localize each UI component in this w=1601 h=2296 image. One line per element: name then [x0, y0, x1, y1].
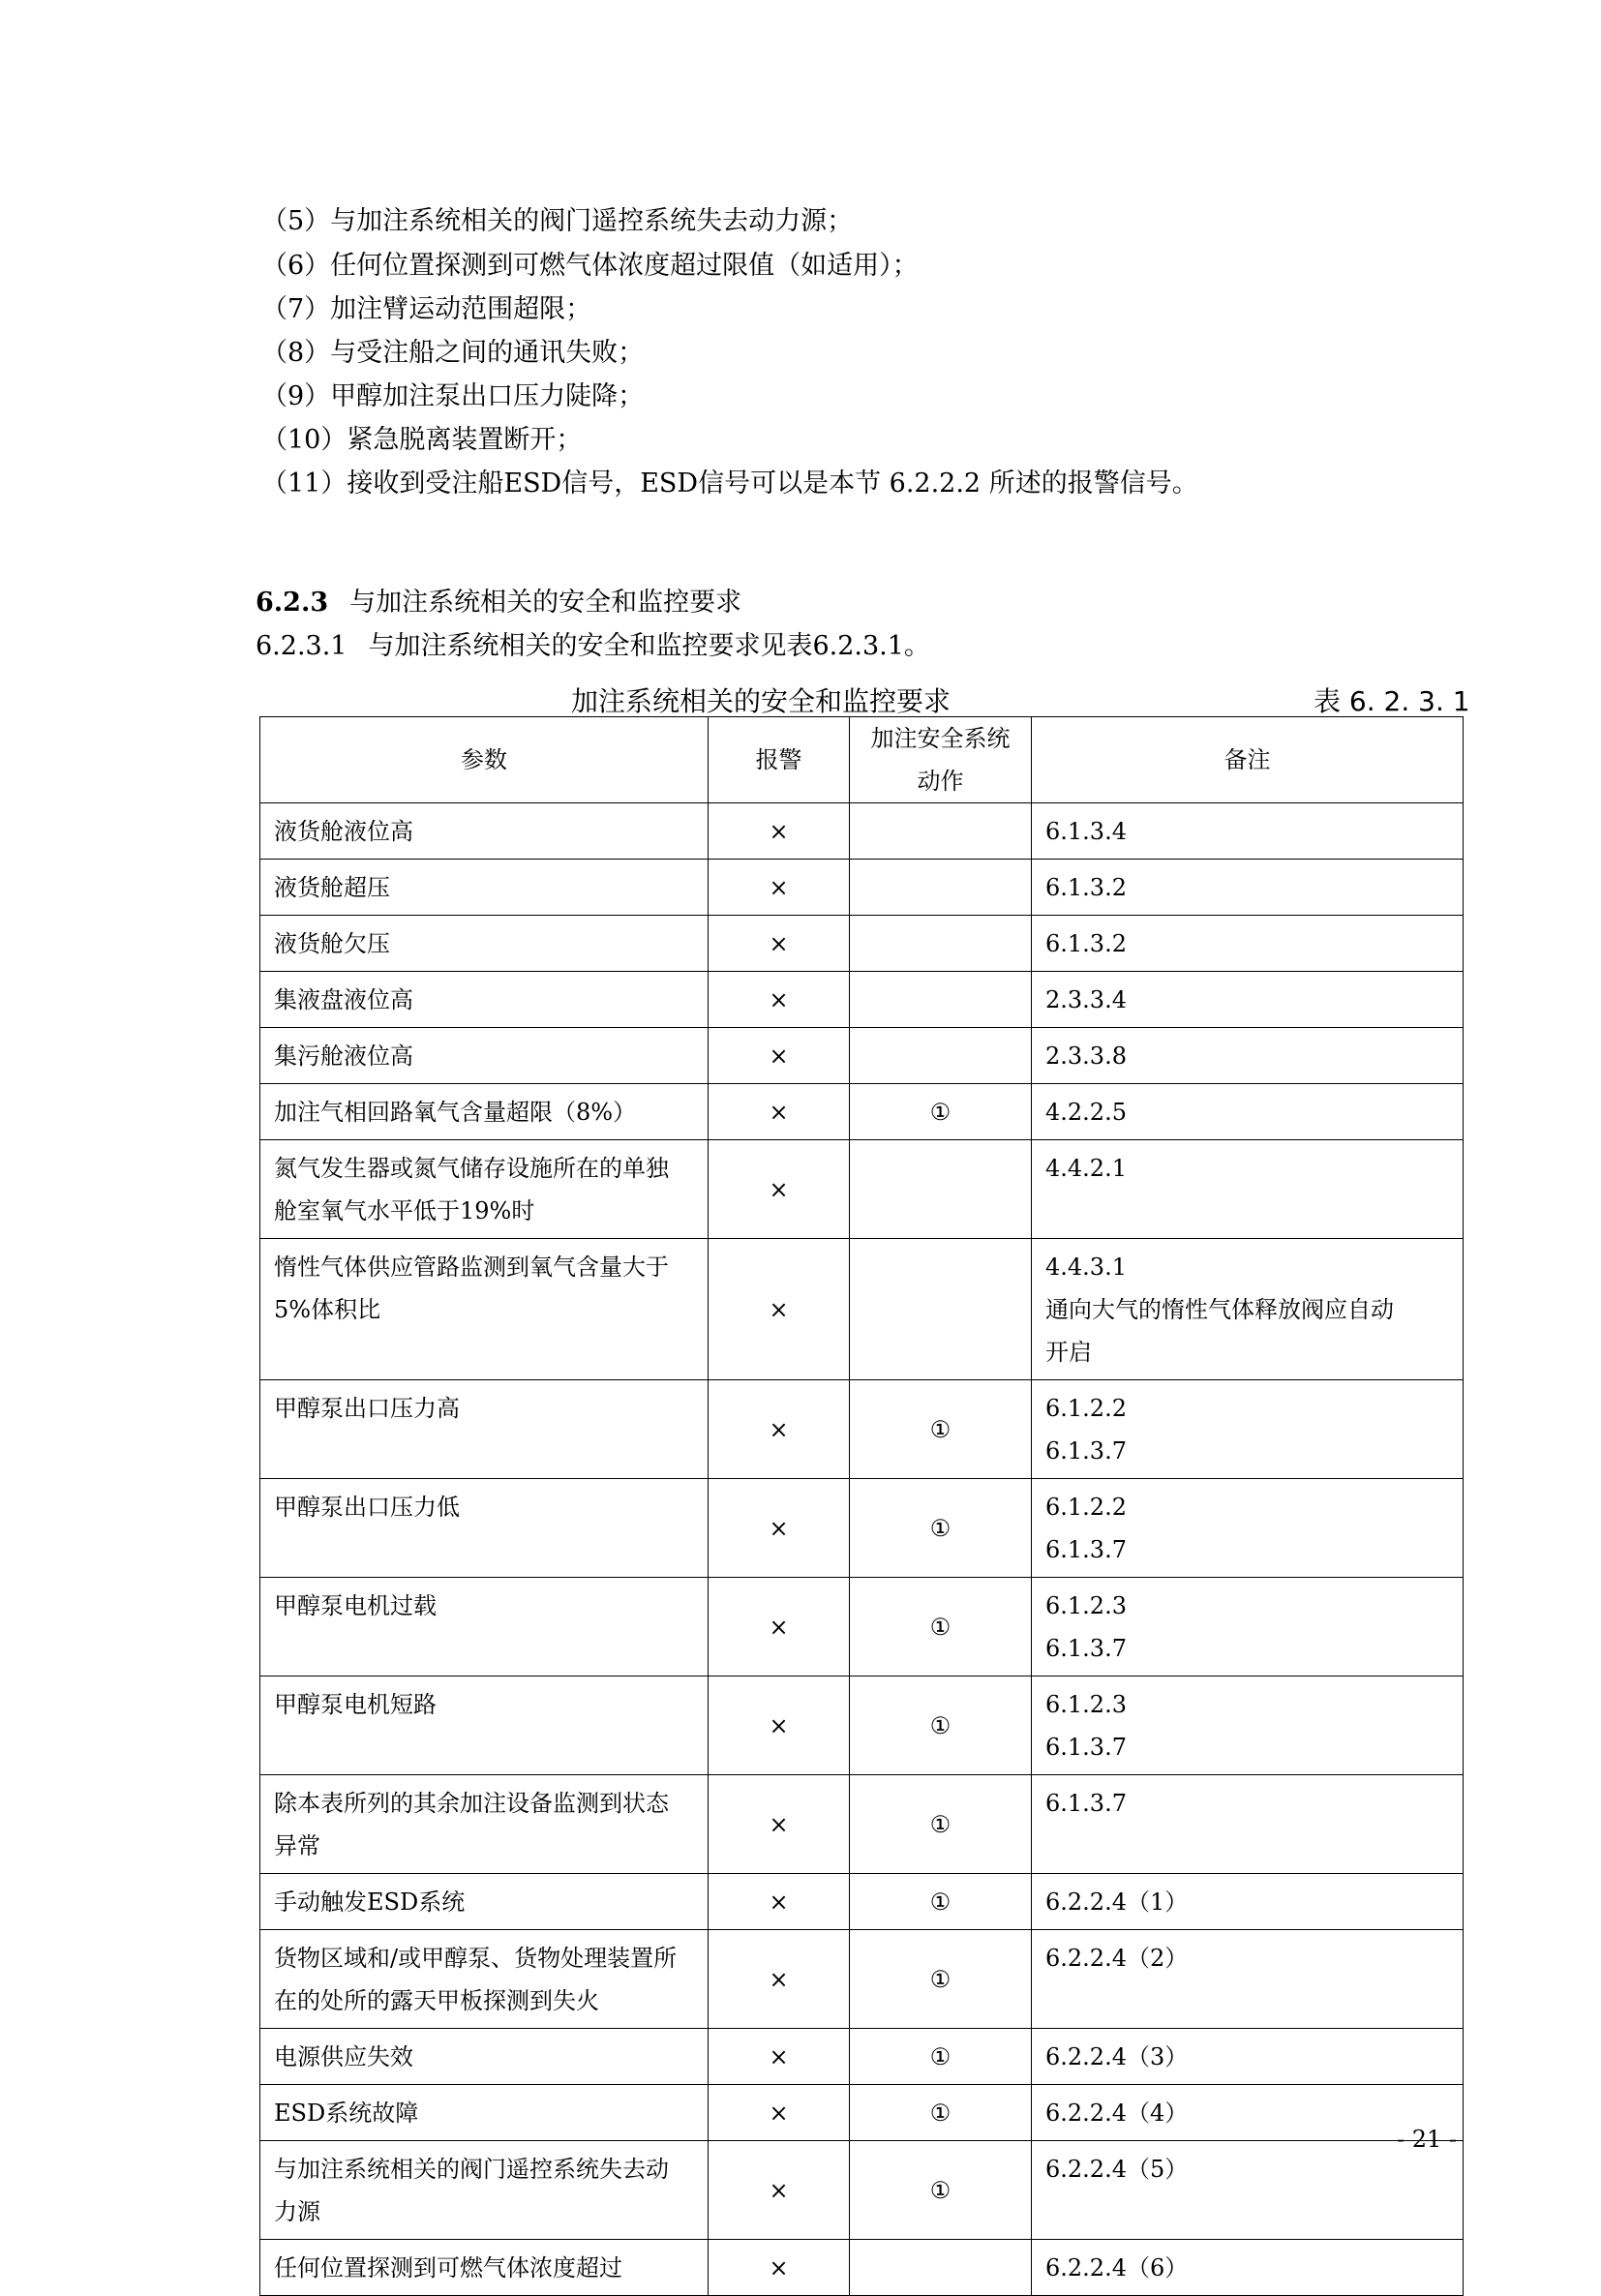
header-action-line: 加注安全系统 [870, 725, 1011, 752]
section-title: 与加注系统相关的安全和监控要求 [349, 588, 742, 618]
note-cell [1032, 1479, 1464, 1578]
param-line: 5%体积比 [274, 1296, 381, 1323]
note-line: 6.2.2.4（6） [1045, 2254, 1189, 2281]
note-line: 6.2.2.4（4） [1045, 2100, 1189, 2127]
alarm-cell: × [709, 1677, 850, 1775]
param-line: 舱室氧气水平低于19%时 [274, 1197, 535, 1224]
list-item: （11）接收到受注船ESD信号，ESD信号可以是本节 6.2.2.2 所述的报警信号。 [261, 468, 1198, 498]
alarm-cell: × [709, 1874, 850, 1930]
note-line: 6.1.3.7 [1045, 1734, 1127, 1761]
param-cell [260, 2085, 709, 2141]
alarm-cell: × [709, 1578, 850, 1677]
header-alarm: 报警 [709, 717, 850, 803]
note-line: 6.1.3.2 [1045, 874, 1127, 901]
param-cell [260, 2240, 709, 2296]
note-line: 6.2.2.4（2） [1045, 1945, 1189, 1972]
section-number: 6.2.3 [256, 588, 329, 618]
note-cell [1032, 803, 1464, 860]
note-cell [1032, 2141, 1464, 2240]
list-item: （8）与受注船之间的通讯失败； [261, 338, 645, 368]
action-cell: ① [850, 2085, 1032, 2141]
note-line: 4.2.2.5 [1045, 1099, 1127, 1126]
header-action-line: 动作 [917, 768, 964, 795]
note-line: 4.4.2.1 [1045, 1155, 1127, 1182]
alarm-cell: × [709, 2141, 850, 2240]
alarm-cell: × [709, 2240, 850, 2296]
table-row [260, 1930, 1464, 2029]
table-row [260, 1380, 1464, 1479]
header-action [850, 717, 1032, 803]
param-line: 力源 [274, 2198, 320, 2225]
table-row [260, 1084, 1464, 1140]
action-cell [850, 1140, 1032, 1239]
list-item: （5）与加注系统相关的阀门遥控系统失去动力源； [261, 206, 854, 236]
table-row [260, 1028, 1464, 1084]
note-line: 开启 [1045, 1339, 1092, 1366]
note-cell [1032, 1930, 1464, 2029]
table-row [260, 972, 1464, 1028]
param-line: 集污舱液位高 [274, 1042, 413, 1070]
note-line: 2.3.3.4 [1045, 986, 1127, 1013]
table-row [260, 1140, 1464, 1239]
list-item: （9）甲醇加注泵出口压力陡降； [261, 381, 645, 411]
action-cell: ① [850, 2141, 1032, 2240]
table-row [260, 1874, 1464, 1930]
header-param: 参数 [260, 717, 709, 803]
param-cell [260, 1930, 709, 2029]
note-line: 6.1.3.7 [1045, 1437, 1127, 1465]
param-line: 任何位置探测到可燃气体浓度超过 [274, 2254, 622, 2281]
note-line: 6.1.3.7 [1045, 1536, 1127, 1563]
param-line: 手动触发ESD系统 [274, 1888, 466, 1916]
note-line: 6.1.2.2 [1045, 1494, 1127, 1521]
alarm-cell: × [709, 1239, 850, 1380]
page-number: - 21 - [1397, 2126, 1458, 2153]
note-line: 6.1.3.4 [1045, 818, 1127, 845]
param-cell [260, 1239, 709, 1380]
note-cell [1032, 1380, 1464, 1479]
note-line: 6.1.2.2 [1045, 1395, 1127, 1422]
param-line: 液货舱欠压 [274, 930, 390, 957]
param-line: 甲醇泵出口压力高 [274, 1395, 460, 1422]
note-line: 6.2.2.4（3） [1045, 2043, 1189, 2070]
table-row [260, 2029, 1464, 2085]
param-cell [260, 803, 709, 860]
action-cell: ① [850, 1775, 1032, 1874]
alarm-cell: × [709, 1028, 850, 1084]
param-cell [260, 1677, 709, 1775]
note-cell [1032, 1239, 1464, 1380]
param-cell [260, 2029, 709, 2085]
list-item: （6）任何位置探测到可燃气体浓度超过限值（如适用）； [261, 251, 919, 281]
subsection-paragraph [256, 624, 930, 662]
action-cell [850, 916, 1032, 972]
action-cell: ① [850, 1677, 1032, 1775]
note-line: 通向大气的惰性气体释放阀应自动 [1045, 1296, 1394, 1323]
param-line: 电源供应失效 [274, 2043, 413, 2070]
table-row [260, 2141, 1464, 2240]
action-cell: ① [850, 1578, 1032, 1677]
note-line: 2.3.3.8 [1045, 1042, 1127, 1070]
table-row [260, 1479, 1464, 1578]
table-header-row [260, 717, 1464, 803]
action-cell: ① [850, 1874, 1032, 1930]
action-cell [850, 972, 1032, 1028]
note-line: 4.4.3.1 [1045, 1254, 1127, 1281]
param-line: 甲醇泵出口压力低 [274, 1494, 460, 1521]
alarm-cell: × [709, 916, 850, 972]
param-cell [260, 860, 709, 916]
param-cell [260, 972, 709, 1028]
note-cell [1032, 1140, 1464, 1239]
param-cell [260, 1380, 709, 1479]
alarm-cell: × [709, 1930, 850, 2029]
section-heading [256, 581, 741, 619]
param-cell [260, 916, 709, 972]
table-caption: 加注系统相关的安全和监控要求 [571, 685, 952, 717]
alarm-cell: × [709, 860, 850, 916]
param-cell [260, 2141, 709, 2240]
note-line: 6.1.3.7 [1045, 1790, 1127, 1817]
param-line: 在的处所的露天甲板探测到失火 [274, 1987, 599, 2014]
param-cell [260, 1084, 709, 1140]
table-row [260, 2085, 1464, 2141]
alarm-cell: × [709, 1775, 850, 1874]
action-cell: ① [850, 1479, 1032, 1578]
param-line: 异常 [274, 1832, 320, 1859]
table-row [260, 1578, 1464, 1677]
note-cell [1032, 1084, 1464, 1140]
param-line: ESD系统故障 [274, 2100, 419, 2127]
action-cell: ① [850, 1380, 1032, 1479]
note-line: 6.1.3.7 [1045, 1635, 1127, 1662]
requirements-table [259, 716, 1464, 2296]
header-note: 备注 [1032, 717, 1464, 803]
note-line: 6.1.2.3 [1045, 1691, 1127, 1718]
action-cell: ① [850, 1930, 1032, 2029]
note-line: 6.2.2.4（1） [1045, 1888, 1189, 1916]
action-cell [850, 1239, 1032, 1380]
table-row [260, 860, 1464, 916]
table-row [260, 803, 1464, 860]
subsection-text: 与加注系统相关的安全和监控要求见表6.2.3.1。 [368, 631, 930, 661]
param-cell [260, 1028, 709, 1084]
note-line: 6.2.2.4（5） [1045, 2156, 1189, 2183]
alarm-cell: × [709, 2085, 850, 2141]
param-cell [260, 1578, 709, 1677]
alarm-cell: × [709, 2029, 850, 2085]
note-cell [1032, 2240, 1464, 2296]
table-row [260, 1239, 1464, 1380]
param-line: 加注气相回路氧气含量超限（8%） [274, 1099, 637, 1126]
note-cell [1032, 1578, 1464, 1677]
alarm-cell: × [709, 803, 850, 860]
table-row [260, 1775, 1464, 1874]
action-cell [850, 2240, 1032, 2296]
note-cell [1032, 1028, 1464, 1084]
alarm-cell: × [709, 972, 850, 1028]
param-line: 惰性气体供应管路监测到氧气含量大于 [274, 1254, 669, 1281]
param-line: 甲醇泵电机过载 [274, 1592, 437, 1619]
alarm-cell: × [709, 1084, 850, 1140]
action-cell: ① [850, 2029, 1032, 2085]
param-cell [260, 1874, 709, 1930]
list-item: （7）加注臂运动范围超限； [261, 294, 592, 324]
table-label: 表 6. 2. 3. 1 [1314, 685, 1470, 717]
action-cell: ① [850, 1084, 1032, 1140]
param-cell [260, 1775, 709, 1874]
alarm-cell: × [709, 1479, 850, 1578]
action-cell [850, 1028, 1032, 1084]
note-cell [1032, 916, 1464, 972]
action-cell [850, 803, 1032, 860]
param-line: 集液盘液位高 [274, 986, 413, 1013]
param-line: 与加注系统相关的阀门遥控系统失去动 [274, 2156, 669, 2183]
param-line: 液货舱超压 [274, 874, 390, 901]
alarm-cell: × [709, 1380, 850, 1479]
alarm-cell: × [709, 1140, 850, 1239]
param-line: 除本表所列的其余加注设备监测到状态 [274, 1790, 669, 1817]
note-cell [1032, 860, 1464, 916]
param-cell [260, 1140, 709, 1239]
param-line: 氮气发生器或氮气储存设施所在的单独 [274, 1155, 669, 1182]
param-line: 液货舱液位高 [274, 818, 413, 845]
note-cell [1032, 1775, 1464, 1874]
action-cell [850, 860, 1032, 916]
table-row [260, 1677, 1464, 1775]
table-row [260, 916, 1464, 972]
param-cell [260, 1479, 709, 1578]
param-line: 货物区域和/或甲醇泵、货物处理装置所 [274, 1945, 678, 1972]
note-cell [1032, 2029, 1464, 2085]
note-cell [1032, 1677, 1464, 1775]
note-cell [1032, 972, 1464, 1028]
table-row [260, 2240, 1464, 2296]
note-cell [1032, 1874, 1464, 1930]
list-item: （10）紧急脱离装置断开； [261, 425, 583, 455]
note-line: 6.1.3.2 [1045, 930, 1127, 957]
note-line: 6.1.2.3 [1045, 1592, 1127, 1619]
subsection-number: 6.2.3.1 [256, 631, 347, 661]
param-line: 甲醇泵电机短路 [274, 1691, 437, 1718]
